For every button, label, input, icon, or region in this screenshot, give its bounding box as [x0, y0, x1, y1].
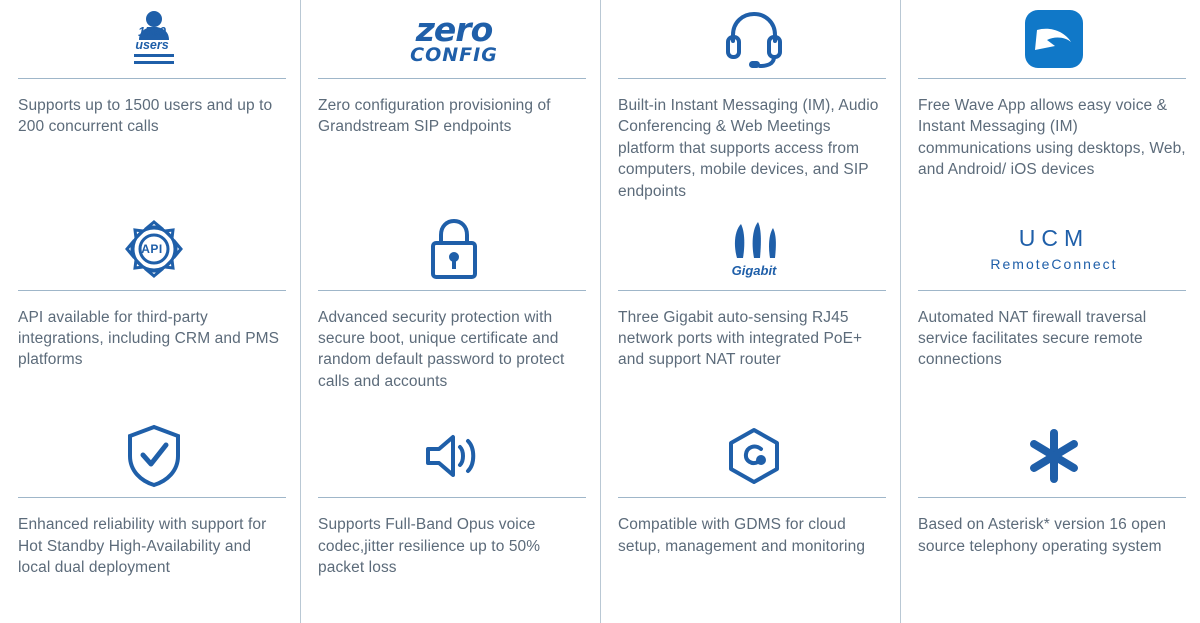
feature-card-gdms — [600, 415, 900, 623]
feature-card-messaging — [600, 0, 900, 208]
divider-line — [18, 290, 286, 291]
padlock-icon — [318, 208, 586, 290]
feature-description: Built-in Instant Messaging (IM), Audio Conferencing & Web Meetings platform that supports access from computers, mobile devices, and SIP endpoints — [618, 97, 879, 200]
feature-card-wave-app — [900, 0, 1200, 208]
wave-app-icon — [918, 0, 1186, 78]
feature-description: Supports Full-Band Opus voice codec,jitter resilience up to 50% packet loss — [318, 516, 541, 577]
divider-line — [618, 290, 886, 291]
feature-description: Supports up to 1500 users and up to 200 concurrent calls — [18, 97, 273, 136]
divider-line — [918, 78, 1186, 79]
feature-card-gigabit — [600, 208, 900, 416]
feature-description: Free Wave App allows easy voice & Instant Messaging (IM) communications using desktops, Web, and Android/ iOS devices — [918, 97, 1186, 179]
divider-line — [18, 497, 286, 498]
feature-description: Enhanced reliability with support for Hot Standby High-Availability and local dual deployment — [18, 516, 267, 577]
feature-card-opus-codec — [300, 415, 600, 623]
divider-line — [318, 290, 586, 291]
asterisk-icon — [918, 415, 1186, 497]
gigabit-ports-icon-label: Gigabit — [731, 262, 777, 278]
feature-card-security — [300, 208, 600, 416]
ucm-remoteconnect-icon-label-bottom: RemoteConnect — [990, 256, 1118, 273]
divider-line — [318, 497, 586, 498]
feature-description: Three Gigabit auto-sensing RJ45 network ports with integrated PoE+ and support NAT router — [618, 308, 863, 369]
divider-line — [318, 78, 586, 79]
feature-card-remoteconnect — [900, 208, 1200, 416]
feature-card-zero-config — [300, 0, 600, 208]
users-1500-icon — [18, 0, 286, 78]
zero-config-icon-label-bottom: CONFIG — [410, 43, 498, 66]
speaker-sound-icon — [318, 415, 586, 497]
api-gear-icon-label: API — [141, 241, 163, 256]
feature-description: API available for third-party integrations, including CRM and PMS platforms — [18, 308, 280, 369]
headset-icon — [618, 0, 886, 78]
divider-line — [918, 497, 1186, 498]
zero-config-icon — [318, 0, 586, 78]
divider-line — [918, 290, 1186, 291]
users-1500-icon-label: 1500 users — [135, 25, 169, 52]
gdms-cloud-icon — [618, 415, 886, 497]
zero-config-icon-label-top: zero — [415, 10, 493, 50]
feature-card-users — [0, 0, 300, 208]
divider-line — [18, 78, 286, 79]
gigabit-ports-icon — [618, 208, 886, 290]
api-gear-icon — [18, 208, 286, 290]
divider-line — [618, 78, 886, 79]
ucm-remoteconnect-icon — [918, 208, 1186, 290]
shield-check-icon — [18, 415, 286, 497]
feature-description: Compatible with GDMS for cloud setup, management and monitoring — [618, 516, 866, 555]
feature-description: Advanced security protection with secure boot, unique certificate and random default password to protect calls and accounts — [318, 308, 565, 390]
feature-description: Based on Asterisk* version 16 open source telephony operating system — [918, 516, 1167, 555]
divider-line — [618, 497, 886, 498]
feature-card-reliability — [0, 415, 300, 623]
ucm-remoteconnect-icon-label-top: UCM — [1018, 225, 1090, 252]
feature-card-api — [0, 208, 300, 416]
feature-card-asterisk — [900, 415, 1200, 623]
feature-description: Automated NAT firewall traversal service facilitates secure remote connections — [918, 308, 1147, 369]
feature-description: Zero configuration provisioning of Grandstream SIP endpoints — [318, 97, 551, 136]
